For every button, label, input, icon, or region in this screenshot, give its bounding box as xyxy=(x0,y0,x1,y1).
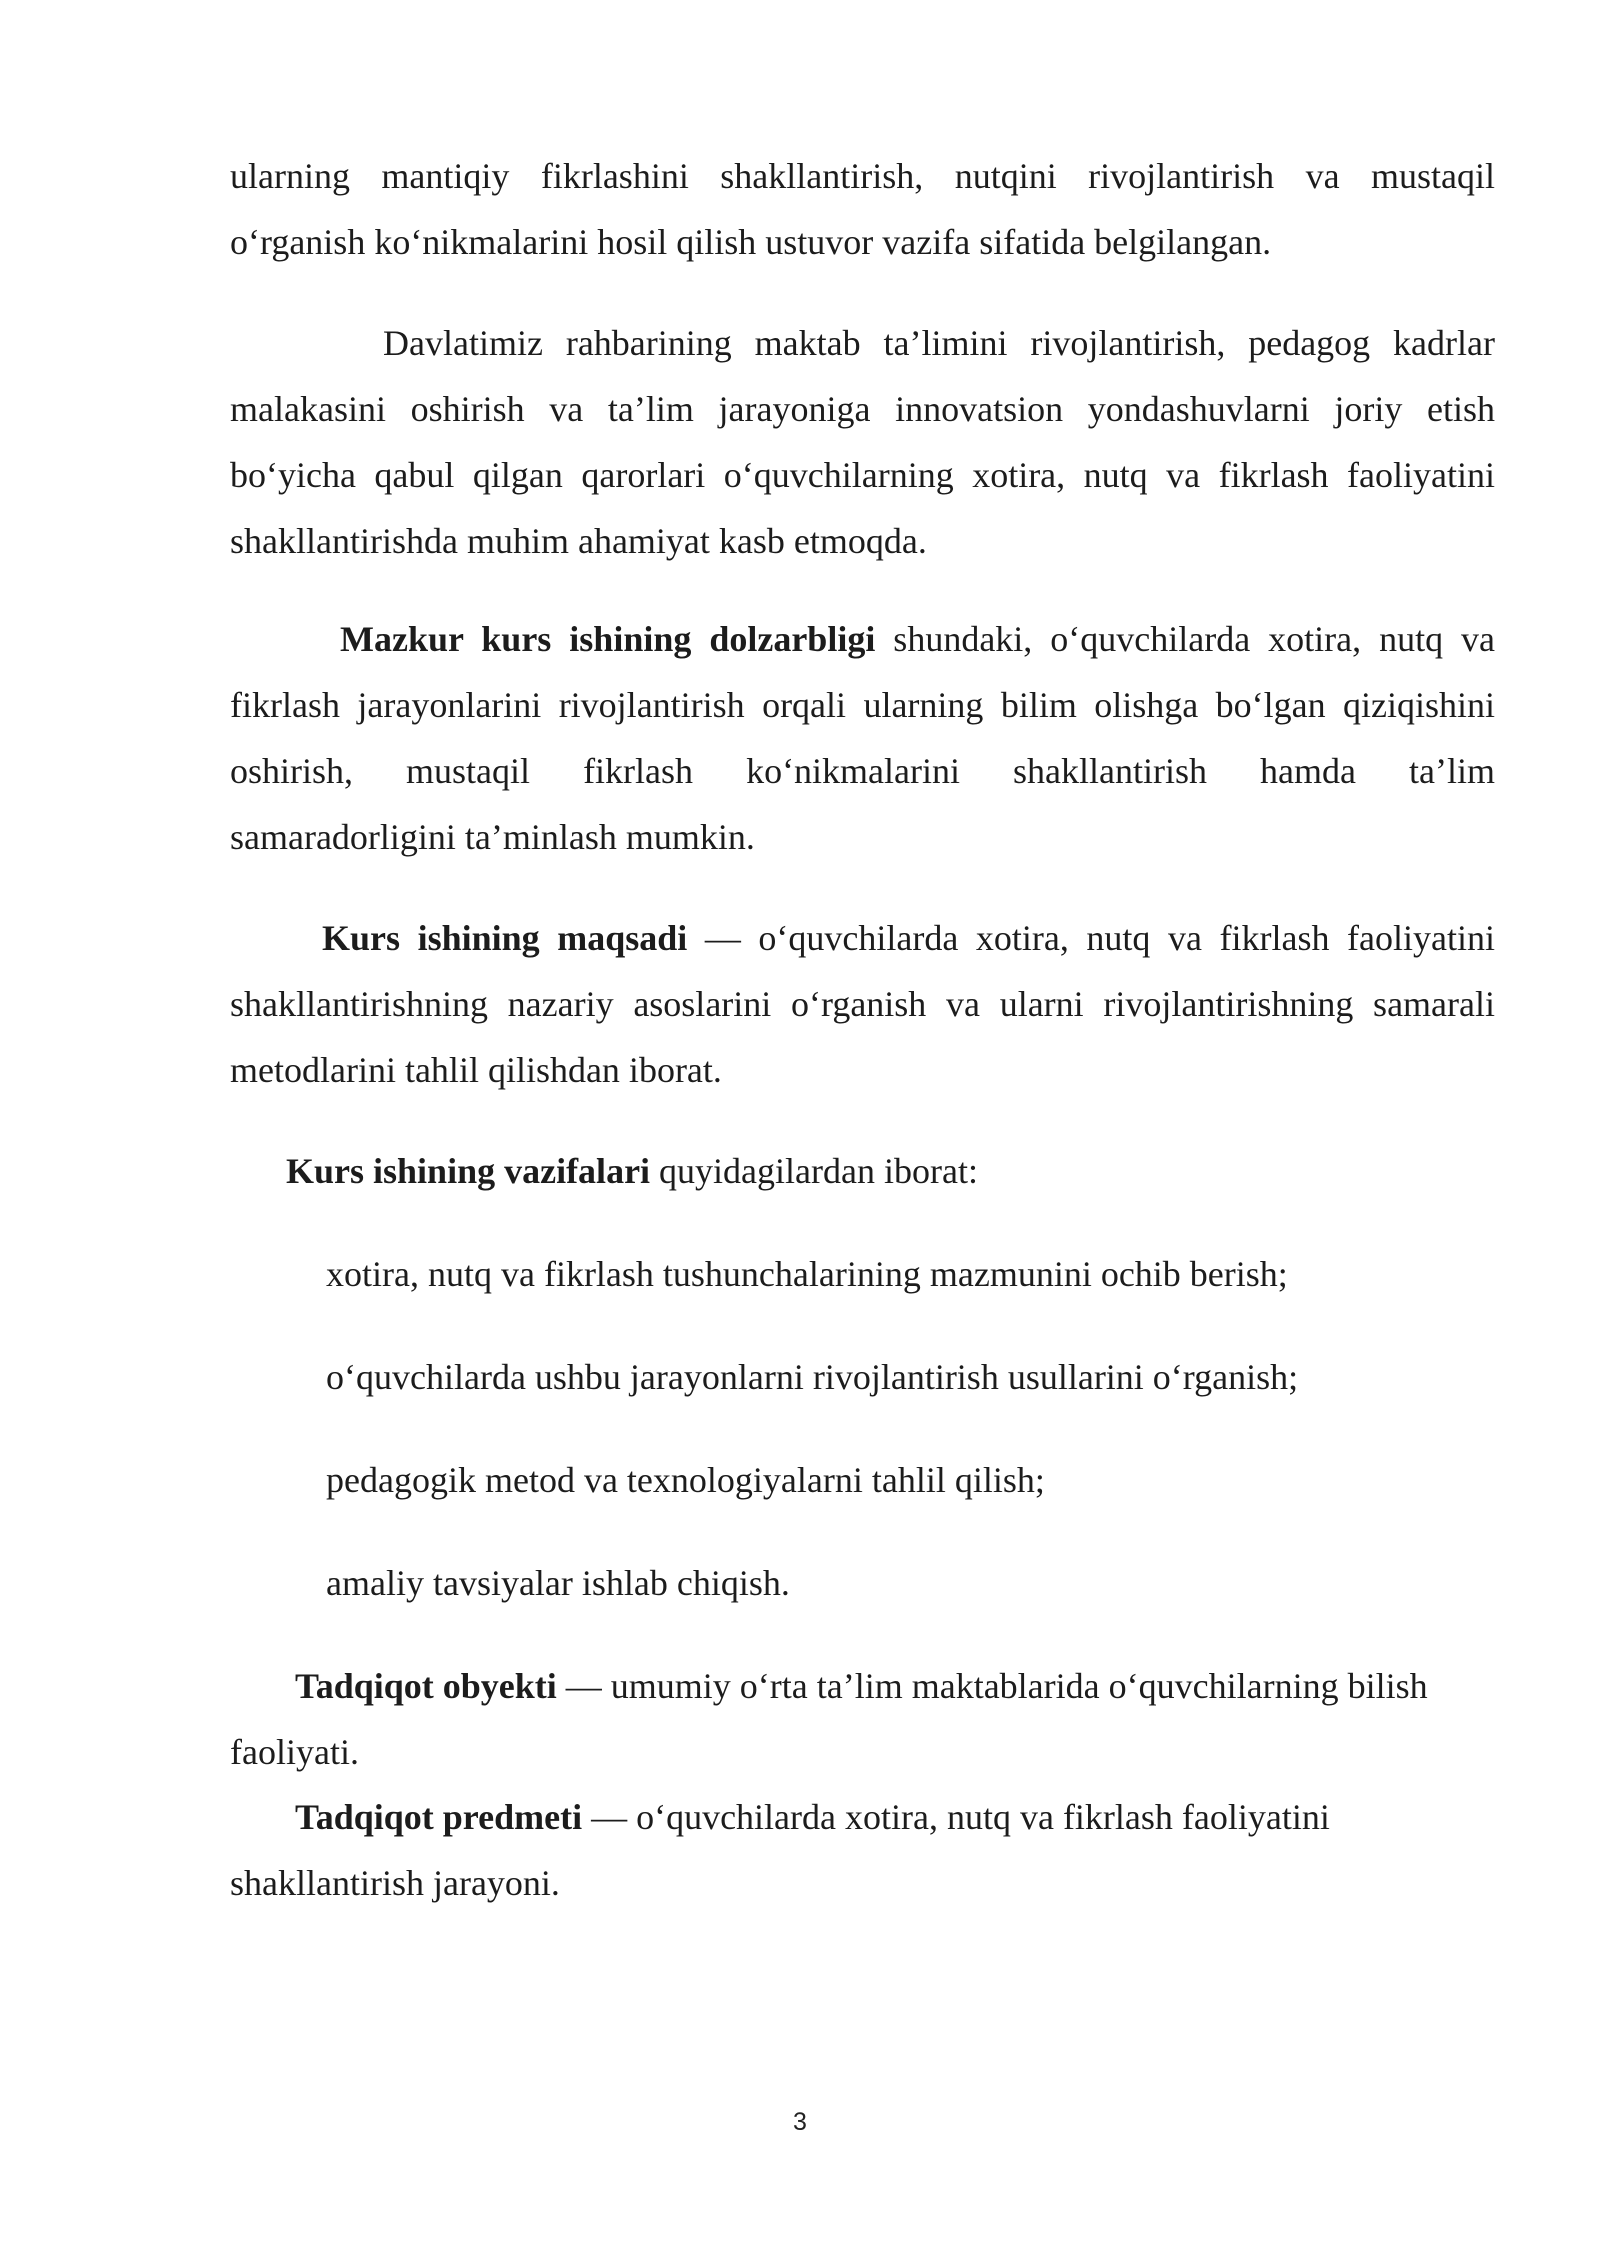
task-item: o‘quvchilarda ushbu jarayonlarni rivojlantirish usullarini o‘rganish; xyxy=(326,1357,1299,1397)
goal-heading: Kurs ishining maqsadi xyxy=(322,918,688,958)
text-fragment: — o‘quvchilarda xotira, nutq va fikrlash faoliyatini xyxy=(687,918,1495,958)
page-number: 3 xyxy=(793,2108,807,2136)
relevance-heading: Mazkur kurs ishining dolzarbligi xyxy=(340,619,876,659)
text-fragment: — o‘quvchilarda xotira, nutq va fikrlash faoliyatini xyxy=(582,1797,1330,1837)
text-line: samaradorligini ta’minlash mumkin. xyxy=(230,817,755,857)
text-line xyxy=(230,1653,1495,1719)
text-fragment: quyidagilardan iborat: xyxy=(650,1151,978,1191)
paragraph-goal xyxy=(230,905,1495,1103)
text-line: shakllantirishning nazariy asoslarini o‘rganish va ularni rivojlantirishning samarali xyxy=(230,984,1495,1024)
text-line: faoliyati. xyxy=(230,1732,359,1772)
research-subject-heading: Tadqiqot predmeti xyxy=(295,1797,583,1837)
text-line xyxy=(230,1138,1495,1204)
task-list xyxy=(230,1241,1495,1307)
text-line: bo‘yicha qabul qilgan qarorlari o‘quvchilarning xotira, nutq va fikrlash faoliyatini xyxy=(230,455,1495,495)
text-fragment: shundaki, o‘quvchilarda xotira, nutq va xyxy=(875,619,1496,659)
text-line xyxy=(230,905,1495,971)
task-list xyxy=(230,1344,1495,1410)
task-list xyxy=(230,1447,1495,1513)
research-object-heading: Tadqiqot obyekti xyxy=(295,1666,557,1706)
tasks-heading: Kurs ishining vazifalari xyxy=(286,1151,651,1191)
task-item: xotira, nutq va fikrlash tushunchalarining mazmunini ochib berish; xyxy=(326,1254,1288,1294)
text-line: Davlatimiz rahbarining maktab ta’limini rivojlantirish, pedagog kadrlar xyxy=(383,323,1495,363)
paragraph-research-object xyxy=(230,1653,1495,1785)
paragraph-president-decisions xyxy=(230,310,1495,574)
paragraph-relevance xyxy=(230,606,1495,870)
paragraph-tasks-intro xyxy=(230,1138,1495,1204)
task-item: amaliy tavsiyalar ishlab chiqish. xyxy=(326,1563,790,1603)
text-line: shakllantirishda muhim ahamiyat kasb etmoqda. xyxy=(230,521,927,561)
text-line: o‘rganish ko‘nikmalarini hosil qilish ustuvor vazifa sifatida belgilangan. xyxy=(230,222,1272,262)
text-line xyxy=(230,1784,1495,1850)
paragraph-research-subject xyxy=(230,1784,1495,1916)
text-line xyxy=(230,606,1495,672)
text-line: malakasini oshirish va ta’lim jarayoniga innovatsion yondashuvlarni joriy etish xyxy=(230,389,1495,429)
task-item: pedagogik metod va texnologiyalarni tahlil qilish; xyxy=(326,1460,1045,1500)
text-line: oshirish, mustaqil fikrlash ko‘nikmalarini shakllantirish hamda ta’lim xyxy=(230,751,1495,791)
paragraph-intro-continuation xyxy=(230,143,1495,275)
text-line: metodlarini tahlil qilishdan iborat. xyxy=(230,1050,722,1090)
text-fragment: — umumiy o‘rta ta’lim maktablarida o‘quvchilarning bilish xyxy=(556,1666,1428,1706)
text-line: shakllantirish jarayoni. xyxy=(230,1863,560,1903)
task-list xyxy=(230,1550,1495,1616)
text-line: ularning mantiqiy fikrlashini shakllantirish, nutqini rivojlantirish va mustaqil xyxy=(230,156,1495,196)
text-line: fikrlash jarayonlarini rivojlantirish orqali ularning bilim olishga bo‘lgan qiziqishini xyxy=(230,685,1495,725)
